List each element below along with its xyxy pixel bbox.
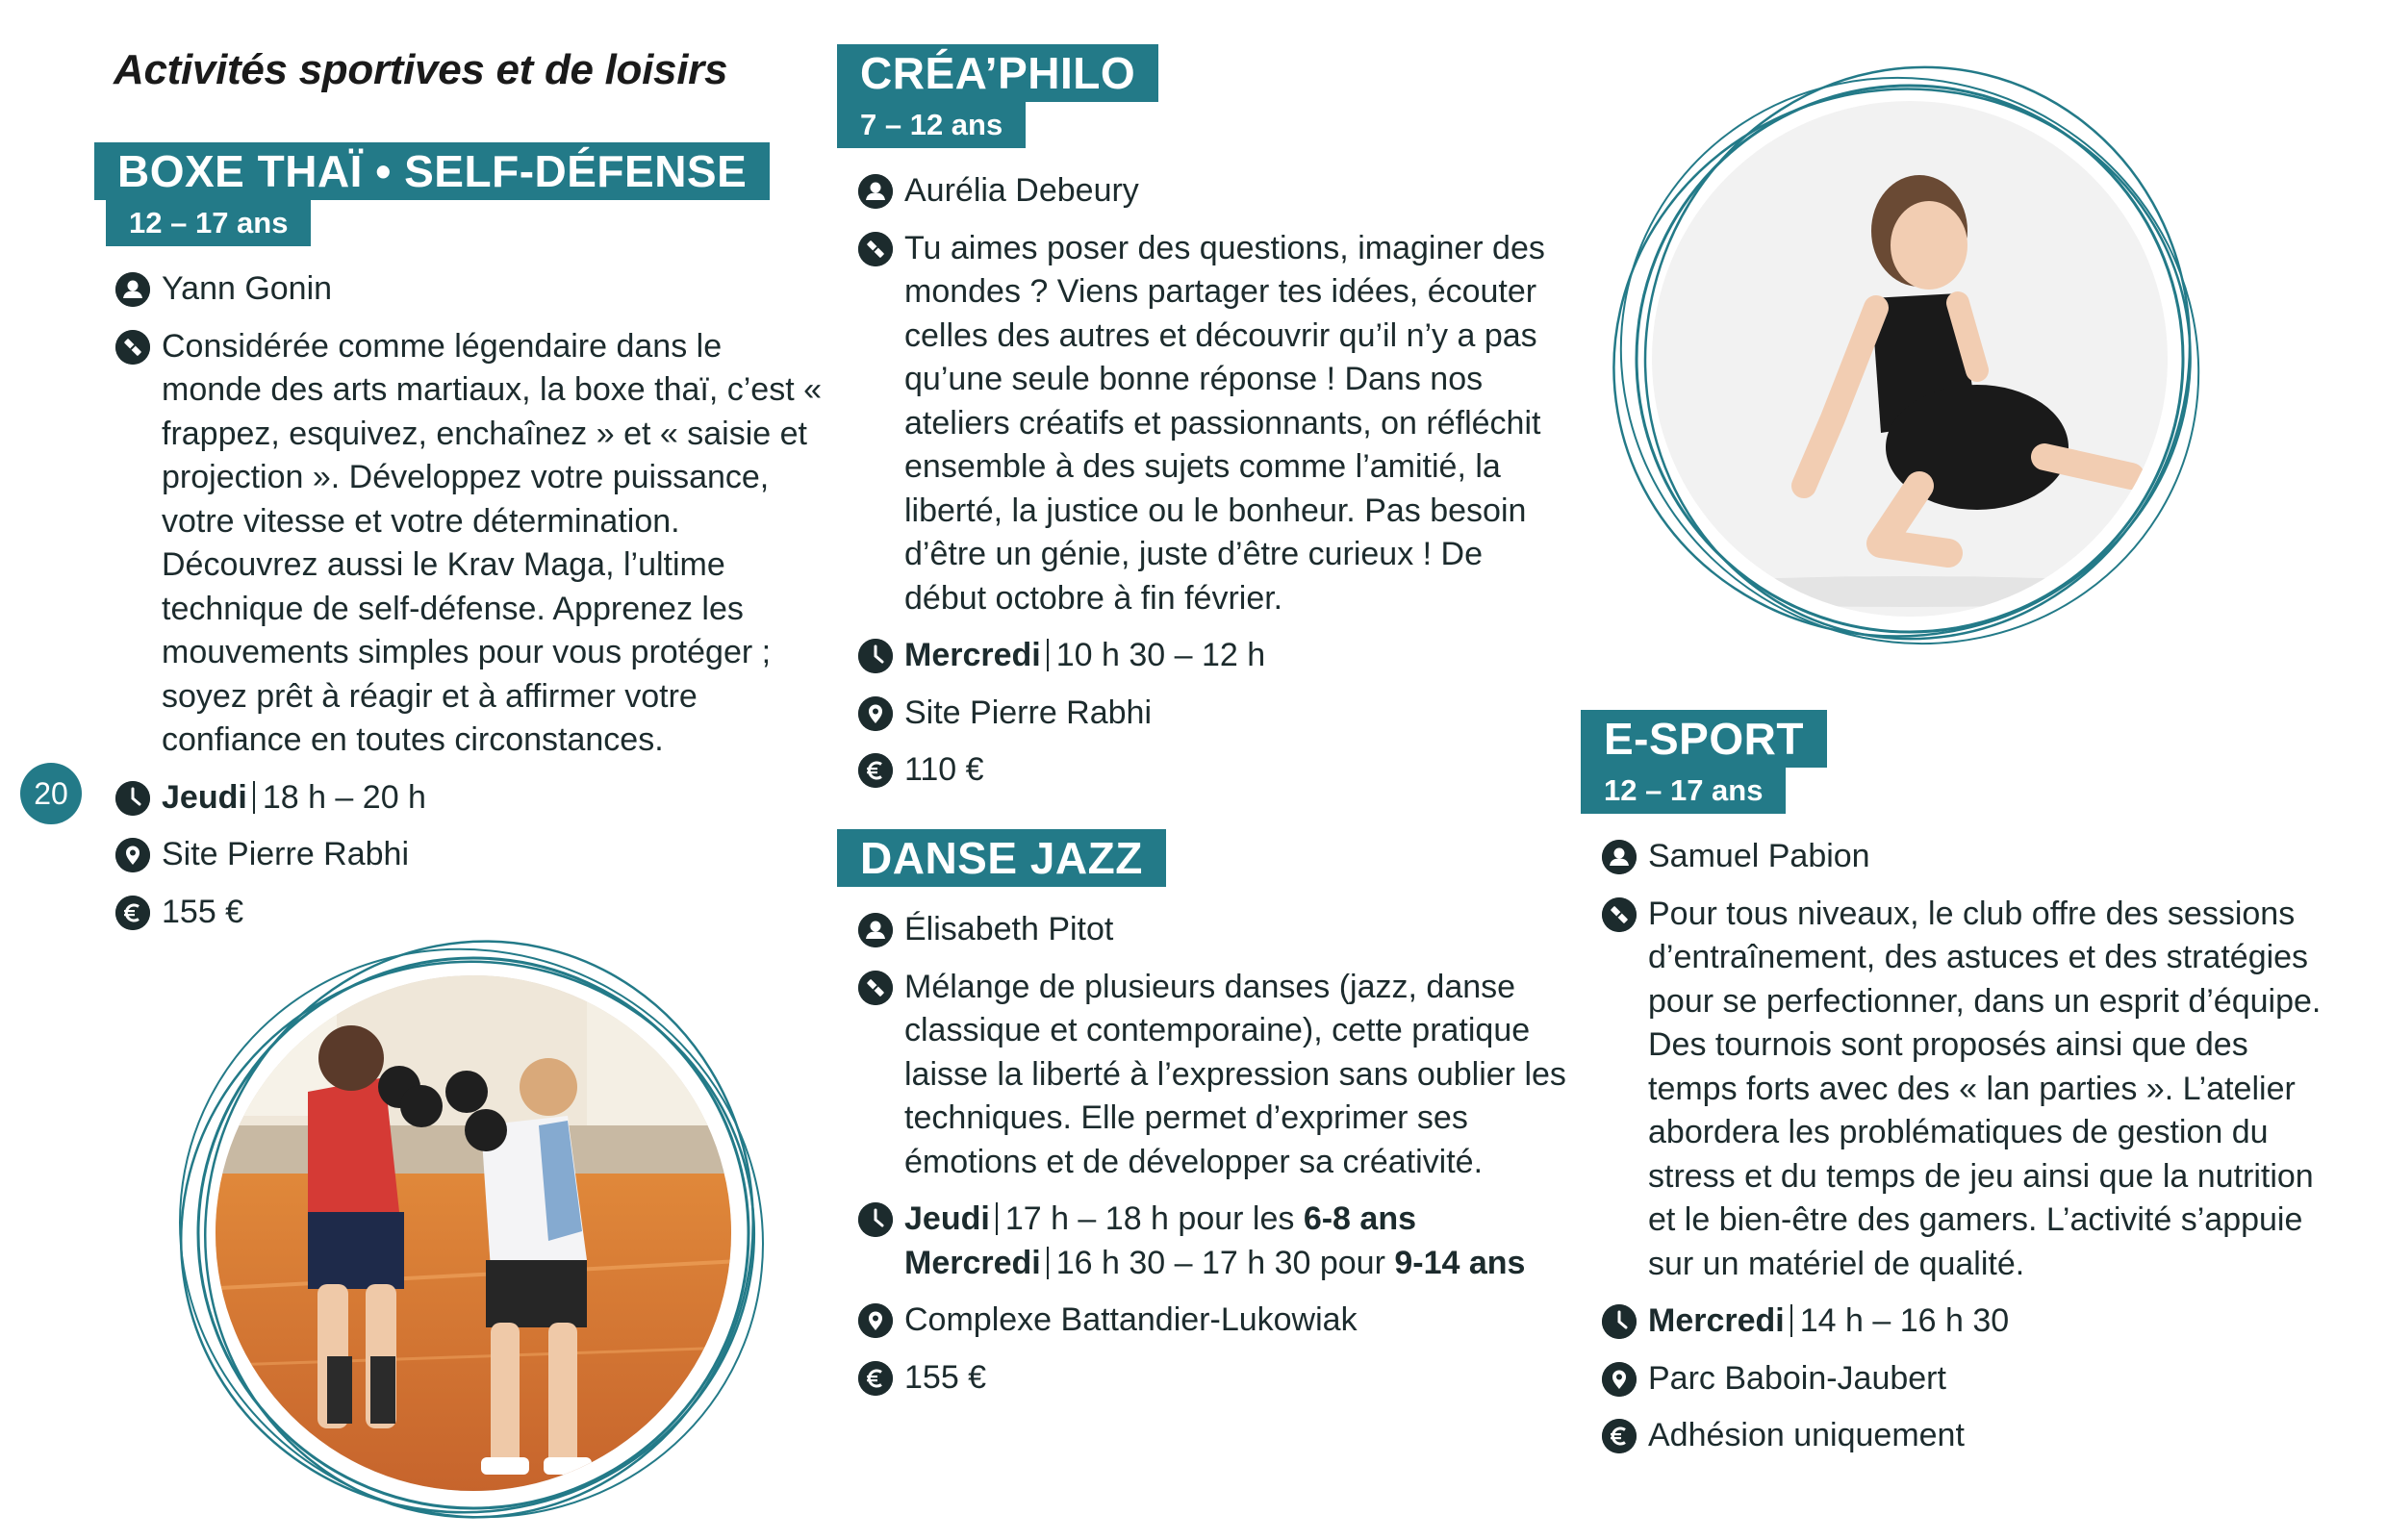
danse-jazz-description-row [858,966,1578,1185]
creaphilo-description: Tu aimes poser des questions, imaginer des mondes ? Viens partager tes idées, écouter celles des autres et découvrir qu’il n’y a pas qu’une seule bonne réponse ! Dans nos ateliers créatifs et passionnants, on réfléchit ensemble à des sujets comme l’amitié, la liberté, la justice ou le bonheur. Pas besoin d’être un génie, juste d’être curieux ! De début octobre à fin février. [904,229,1545,617]
pencil-icon [858,971,893,1005]
danse-jazz-location-row [858,1299,1568,1343]
esport-hours: 14 h – 16 h 30 [1799,1302,2010,1339]
clock-icon [858,639,893,673]
person-icon [115,272,150,307]
danse-jazz-header [837,829,1568,887]
esport-teacher-row [1602,835,2350,879]
danse-jazz-teacher: Élisabeth Pitot [904,911,1114,947]
pencil-icon [1602,897,1637,932]
boxe-thai-hours: 18 h – 20 h [262,778,426,816]
esport-header [1581,710,2350,814]
danse-jazz-hours-2: 16 h 30 – 17 h 30 pour [1055,1244,1385,1281]
page-title: Activités sportives et de loisirs [114,46,728,93]
creaphilo-location-row [858,692,1568,736]
boxe-thai-header [94,142,825,246]
esport-schedule-row [1602,1300,2350,1344]
creaphilo-price-row [858,748,1568,793]
boxe-thai-teacher-row [115,267,825,312]
euro-icon [858,753,893,788]
danse-jazz-location: Complexe Battandier-Lukowiak [904,1301,1358,1338]
clock-icon [115,781,150,816]
esport-section [1581,710,2350,1458]
danse-jazz-description: Mélange de plusieurs danses (jazz, danse classique et contemporaine), cette pratique laisse la liberté à l’expression sans oublier les techniques. Elle permet d’exprimer ses émotions et de développer sa créativité. [904,968,1566,1180]
pencil-icon [858,232,893,266]
danse-jazz-hours-1: 17 h – 18 h pour les [1004,1200,1295,1237]
esport-age: 12 – 17 ans [1581,768,1786,814]
stretching-photo [1592,53,2227,688]
boxe-thai-day: Jeudi [162,778,247,816]
esport-location-row [1602,1357,2350,1401]
boxe-thai-section [94,142,825,934]
esport-price: Adhésion uniquement [1648,1417,1965,1453]
creaphilo-teacher-row [858,169,1568,214]
clock-icon [858,1202,893,1237]
creaphilo-teacher: Aurélia Debeury [904,172,1139,209]
creaphilo-location: Site Pierre Rabhi [904,694,1153,731]
esport-title: E-SPORT [1581,710,1827,768]
boxe-thai-description: Considérée comme légendaire dans le monde des arts martiaux, la boxe thaï, c’est « frappez, esquivez, enchaînez » et « saisie et projection ». Développez votre puissance, votre vitesse et votre détermination. Découvrez aussi le Krav Maga, l’ultime technique de self-défense. Apprenez les mouvements simples pour vous protéger ; soyez prêt à réagir et à affirmer votre confiance en toutes circonstances. [162,327,823,758]
creaphilo-age: 7 – 12 ans [837,102,1026,148]
map-pin-icon [115,838,150,872]
danse-jazz-ages-2: 9-14 ans [1394,1244,1526,1281]
creaphilo-description-row [858,227,1559,621]
boxe-thai-teacher: Yann Gonin [162,270,333,307]
danse-jazz-teacher-row [858,908,1568,952]
separator [996,1202,998,1235]
creaphilo-section [837,44,1568,793]
esport-location: Parc Baboin-Jaubert [1648,1359,1946,1397]
boxe-thai-location: Site Pierre Rabhi [162,836,410,872]
creaphilo-title: CRÉA’PHILO [837,44,1158,102]
danse-jazz-ages-1: 6-8 ans [1303,1200,1417,1237]
separator [1047,1247,1049,1279]
danse-jazz-day-2: Mercredi [904,1244,1041,1281]
danse-jazz-price: 155 € [904,1358,987,1396]
creaphilo-day: Mercredi [904,637,1041,673]
creaphilo-schedule-row [858,634,1568,678]
boxe-thai-age: 12 – 17 ans [106,200,311,246]
boxe-thai-description-row [115,325,825,763]
boxe-thai-title: BOXE THAÏ • SELF-DÉFENSE [94,142,770,200]
person-icon [1602,840,1637,874]
danse-jazz-section [837,829,1568,1400]
esport-day: Mercredi [1648,1302,1785,1339]
separator [1790,1304,1792,1337]
pencil-icon [115,330,150,365]
euro-icon [1602,1419,1637,1453]
person-icon [858,913,893,947]
page-number-badge: 20 [20,763,82,824]
euro-icon [115,896,150,930]
esport-price-row [1602,1414,2350,1458]
boxe-thai-price: 155 € [162,893,244,930]
map-pin-icon [858,696,893,731]
esport-description: Pour tous niveaux, le club offre des sessions d’entraînement, des astuces et des stratégies pour se perfectionner, dans un esprit d’équipe. Des tournois sont proposés ainsi que des temps forts avec des « lan parties ». L’atelier abordera les problématiques de gestion du stress et du temps de jeu ainsi que la nutrition et le bien-être des gamers. L’activité s’appuie sur un matériel de qualité. [1648,895,2322,1282]
danse-jazz-title: DANSE JAZZ [837,829,1166,887]
esport-teacher: Samuel Pabion [1648,838,1870,874]
euro-icon [858,1361,893,1396]
creaphilo-header [837,44,1568,148]
creaphilo-price: 110 € [904,751,984,788]
danse-jazz-schedule-row [858,1198,1568,1285]
boxe-thai-schedule-row [115,776,825,820]
map-pin-icon [858,1303,893,1338]
boxe-thai-location-row [115,833,825,877]
map-pin-icon [1602,1362,1637,1397]
esport-description-row [1602,893,2341,1287]
separator [253,781,255,814]
separator [1047,639,1049,671]
danse-jazz-price-row [858,1356,1568,1401]
person-icon [858,174,893,209]
clock-icon [1602,1304,1637,1339]
creaphilo-hours: 10 h 30 – 12 h [1055,637,1266,673]
danse-jazz-day-1: Jeudi [904,1200,990,1237]
boxing-photo [164,923,779,1539]
